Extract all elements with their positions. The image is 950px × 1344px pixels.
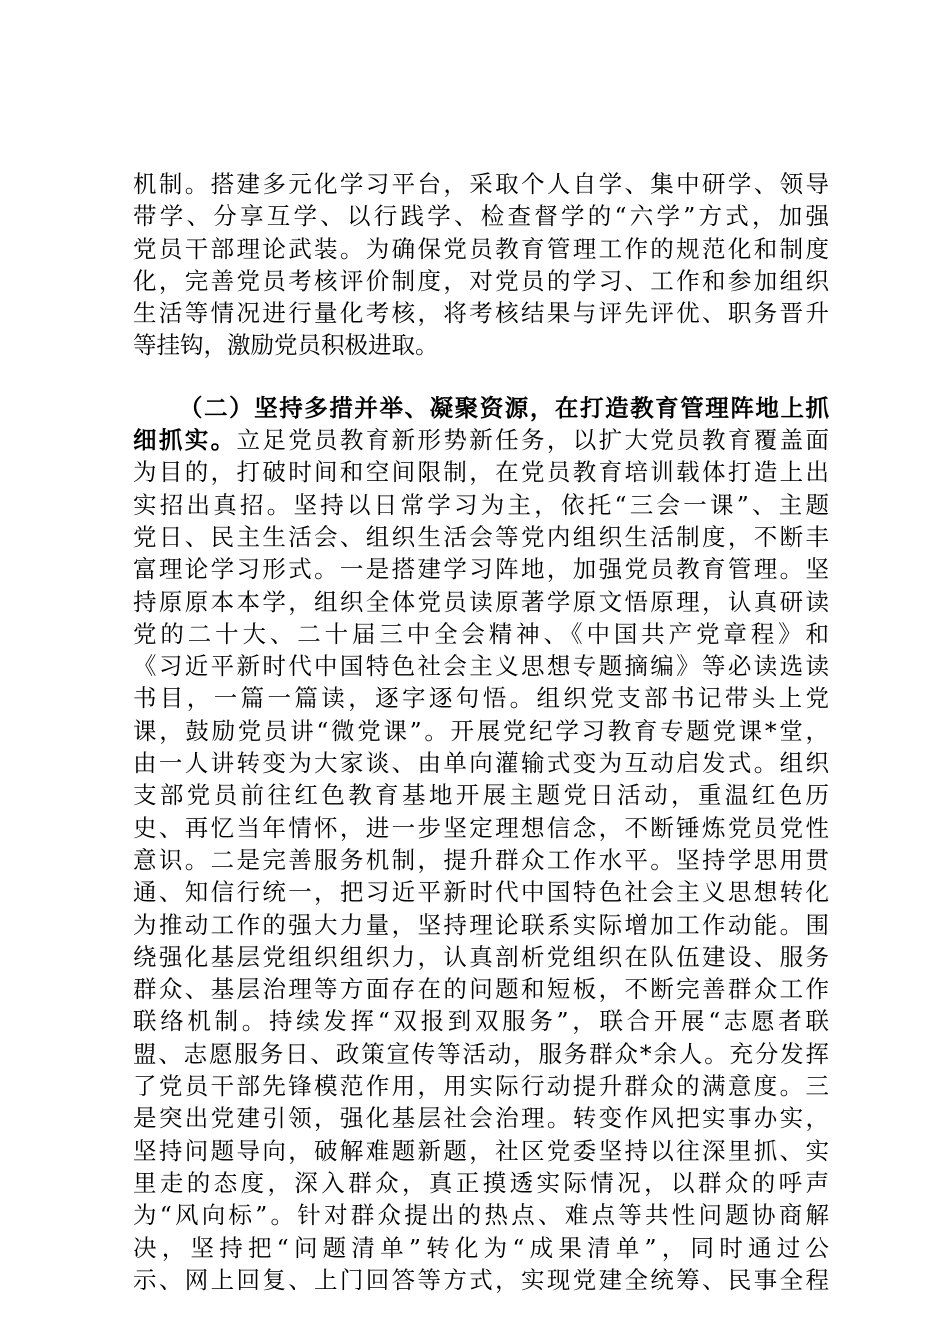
text-line: 了党员干部先锋模范作用，用实际行动提升群众的满意度。三 [133,1072,829,1101]
document-body [133,168,829,1296]
text-line: 持原原本本学，组织全体党员读原著学原文悟原理，认真研读 [133,587,829,616]
text-line: 群众、基层治理等方面存在的问题和短板，不断完善群众工作 [133,975,829,1004]
section-heading-tail: 细抓实。 [133,426,237,455]
text-line: 为“风向标”。针对群众提出的热点、难点等共性问题协商解 [133,1201,829,1230]
text-line: 意识。二是完善服务机制，提升群众工作水平。坚持学思用贯 [133,845,829,874]
text-line [133,424,829,456]
text-line: 富理论学习形式。一是搭建学习阵地，加强党员教育管理。坚 [133,555,829,584]
text-line: 史、再忆当年情怀，进一步坚定理想信念，不断锤炼党员党性 [133,813,829,842]
paragraph-spacer [133,362,829,392]
text-line: 党日、民主生活会、组织生活会等党内组织生活制度，不断丰 [133,522,829,551]
text-line: 化，完善党员考核评价制度，对党员的学习、工作和参加组织 [133,266,829,295]
text-line: 为目的，打破时间和空间限制，在党员教育培训载体打造上出 [133,458,829,487]
text-line: 等挂钩，激励党员积极进取。 [133,331,439,360]
text-line: 书目，一篇一篇读，逐字逐句悟。组织党支部书记带头上党 [133,684,829,713]
text-line: 带学、分享互学、以行践学、检查督学的“六学”方式，加强 [133,202,829,231]
section-heading: （二）坚持多措并举、凝聚资源，在打造教育管理阵地上抓 [179,393,829,422]
text-line: 课，鼓励党员讲“微党课”。开展党纪学习教育专题党课*堂， [133,716,829,745]
text-run: 立足党员教育新形势新任务，以扩大党员教育覆盖面 [236,426,829,455]
text-line: 为推动工作的强大力量，坚持理论联系实际增加工作动能。围 [133,910,829,939]
text-line: 支部党员前往红色教育基地开展主题党日活动，重温红色历 [133,781,829,810]
text-line: 实招出真招。坚持以日常学习为主，依托“三会一课”、主题 [133,490,829,519]
text-line: 联络机制。持续发挥“双报到双服务”，联合开展“志愿者联 [133,1007,829,1036]
text-line: 机制。搭建多元化学习平台，采取个人自学、集中研学、领导 [133,170,829,198]
text-line: 盟、志愿服务日、政策宣传等活动，服务群众*余人。充分发挥 [133,1039,829,1068]
text-line: 决，坚持把“问题清单”转化为“成果清单”，同时通过公 [133,1233,829,1262]
text-line: 生活等情况进行量化考核，将考核结果与评先评优、职务晋升 [133,299,829,328]
text-line: 里走的态度，深入群众，真正摸透实际情况，以群众的呼声 [133,1168,829,1197]
text-line: 党员干部理论武装。为确保党员教育管理工作的规范化和制度 [133,234,829,263]
text-line: 是突出党建引领，强化基层社会治理。转变作风把实事办实， [133,1104,829,1133]
text-line: 通、知信行统一，把习近平新时代中国特色社会主义思想转化 [133,878,829,907]
text-line: 示、网上回复、上门回答等方式，实现党建全统筹、民事全程 [133,1265,829,1294]
text-line: 坚持问题导向，破解难题新题，社区党委坚持以往深里抓、实 [133,1136,829,1165]
paragraph-1 [133,168,829,362]
text-line: 《习近平新时代中国特色社会主义思想专题摘编》等必读选读 [133,652,829,681]
text-line: 绕强化基层党组织组织力，认真剖析党组织在队伍建设、服务 [133,942,829,971]
paragraph-2 [133,392,829,1296]
text-line: 党的二十大、二十届三中全会精神、《中国共产党章程》和 [133,619,829,648]
text-line: 由一人讲转变为大家谈、由单向灌输式变为互动启发式。组织 [133,749,829,778]
